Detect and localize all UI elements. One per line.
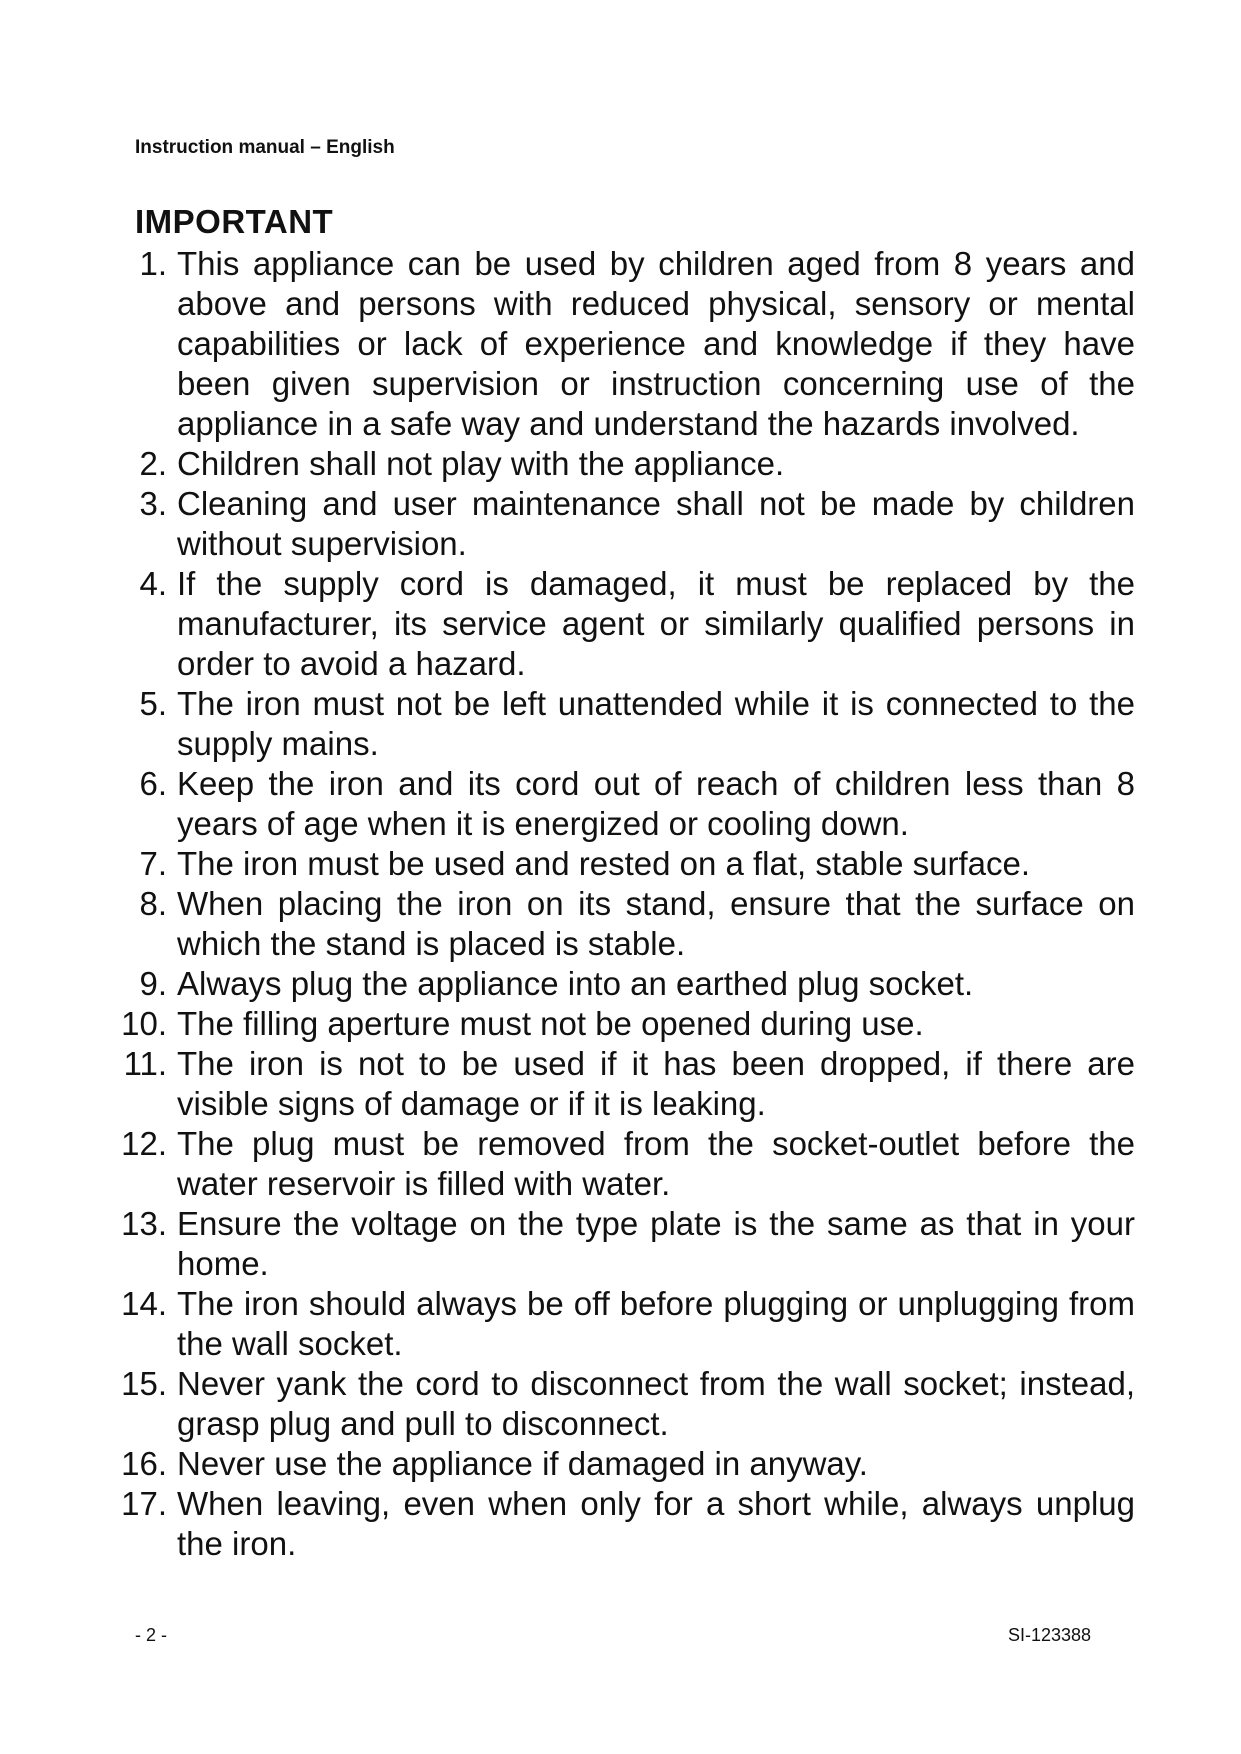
list-item <box>105 1204 1135 1284</box>
item-number: 8. <box>139 885 167 922</box>
item-number: 16. <box>121 1445 167 1482</box>
item-text: This appliance can be used by children aged from 8 years and above and persons with reduced physical, sensory or mental capabilities or lack of experience and knowledge if they have been given supervision or instruction concerning use of the appliance in a safe way and understand the hazards involved. <box>177 245 1135 442</box>
list-item <box>105 884 1135 964</box>
item-number: 6. <box>139 765 167 802</box>
item-number: 17. <box>121 1485 167 1522</box>
item-text: The iron should always be off before plugging or unplugging from the wall socket. <box>177 1285 1135 1362</box>
item-number: 11. <box>123 1045 167 1082</box>
section-title: IMPORTANT <box>135 203 334 240</box>
list-item <box>105 444 1135 484</box>
item-text: The plug must be removed from the socket-outlet before the water reservoir is filled with water. <box>177 1125 1135 1202</box>
item-text: Keep the iron and its cord out of reach of children less than 8 years of age when it is energized or cooling down. <box>177 765 1135 842</box>
product-code: SI-123388 <box>1008 1625 1092 1645</box>
list-item <box>105 1004 1135 1044</box>
item-number: 13. <box>121 1205 167 1242</box>
item-text: The iron must not be left unattended while it is connected to the supply mains. <box>177 685 1135 762</box>
item-number: 7. <box>139 845 167 882</box>
list-item <box>105 1044 1135 1124</box>
list-item <box>105 764 1135 844</box>
list-item <box>105 1124 1135 1204</box>
item-number: 10. <box>121 1005 167 1042</box>
item-number: 15. <box>121 1365 167 1402</box>
item-number: 2. <box>139 445 167 482</box>
item-number: 4. <box>139 565 167 602</box>
list-item <box>105 564 1135 684</box>
item-text: The filling aperture must not be opened during use. <box>177 1005 924 1042</box>
list-item <box>105 684 1135 764</box>
item-text: Always plug the appliance into an earthed plug socket. <box>177 965 974 1002</box>
list-item <box>105 844 1135 884</box>
item-number: 1. <box>139 245 167 282</box>
list-item <box>105 244 1135 444</box>
item-number: 9. <box>139 965 167 1002</box>
item-text: Cleaning and user maintenance shall not be made by children without supervision. <box>177 485 1135 562</box>
item-text: Ensure the voltage on the type plate is the same as that in your home. <box>177 1205 1135 1282</box>
list-item <box>105 1484 1135 1564</box>
list-item <box>105 1364 1135 1444</box>
item-text: Never use the appliance if damaged in anyway. <box>177 1445 868 1482</box>
list-item <box>105 1444 1135 1484</box>
manual-header: Instruction manual – English <box>135 137 395 158</box>
item-text: Children shall not play with the appliance. <box>177 445 785 482</box>
item-number: 5. <box>139 685 167 722</box>
item-text: The iron must be used and rested on a flat, stable surface. <box>177 845 1030 882</box>
item-text: When leaving, even when only for a short while, always unplug the iron. <box>177 1485 1135 1562</box>
list-item <box>105 484 1135 564</box>
item-number: 14. <box>121 1285 167 1322</box>
list-item <box>105 1284 1135 1364</box>
item-text: When placing the iron on its stand, ensure that the surface on which the stand is placed is stable. <box>177 885 1135 962</box>
page-number: - 2 - <box>135 1625 168 1645</box>
item-text: The iron is not to be used if it has been dropped, if there are visible signs of damage or if it is leaking. <box>177 1045 1135 1122</box>
item-text: If the supply cord is damaged, it must be replaced by the manufacturer, its service agent or similarly qualified persons in order to avoid a hazard. <box>177 565 1135 682</box>
safety-instructions-list <box>105 244 1135 1564</box>
item-text: Never yank the cord to disconnect from the wall socket; instead, grasp plug and pull to disconnect. <box>177 1365 1135 1442</box>
item-number: 12. <box>121 1125 167 1162</box>
list-item <box>105 964 1135 1004</box>
item-number: 3. <box>139 485 167 522</box>
